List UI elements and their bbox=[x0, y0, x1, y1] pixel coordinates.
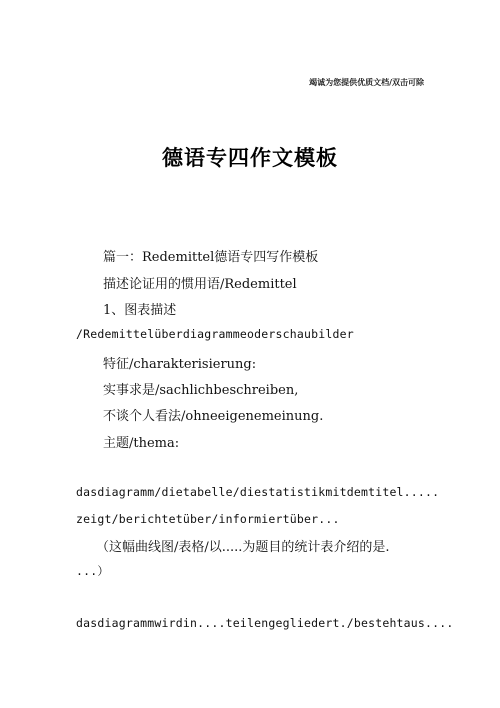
section-heading-chart: 1、图表描述 bbox=[103, 303, 177, 318]
body-line-gegliedert: dasdiagrammwirdin....teilengegliedert./bestehtaus.... bbox=[76, 616, 454, 630]
body-line-ohne-meinung: 不谈个人看法/ohneeigenemeinung. bbox=[103, 409, 324, 424]
body-line-sachlich: 实事求是/sachlichbeschreiben, bbox=[103, 383, 299, 398]
header-note: 竭诚为您提供优质文档/双击可除 bbox=[309, 78, 424, 87]
body-line-chinese-explanation: （这幅曲线图/表格/以.....为题目的统计表介绍的是. bbox=[96, 540, 390, 555]
body-line-ellipsis: ...） bbox=[76, 564, 110, 578]
body-line-intro: 篇一：Redemittel德语专四写作模板 bbox=[103, 250, 319, 265]
body-line-zeigt: zeigt/berichtetüber/informiertüber... bbox=[76, 512, 340, 526]
body-line-dasdiagramm: dasdiagramm/dietabelle/diestatistikmitdemtitel..... bbox=[76, 485, 440, 499]
body-line-charakterisierung: 特征/charakterisierung: bbox=[103, 357, 257, 372]
document-title: 德语专四作文模板 bbox=[162, 146, 338, 170]
body-line-redemittel: 描述论证用的惯用语/Redemittel bbox=[103, 277, 297, 292]
body-line-thema: 主题/thema: bbox=[103, 436, 180, 451]
body-line-ueberdiagramme: /Redemittelüberdiagrammeoderschaubilder bbox=[76, 327, 354, 341]
